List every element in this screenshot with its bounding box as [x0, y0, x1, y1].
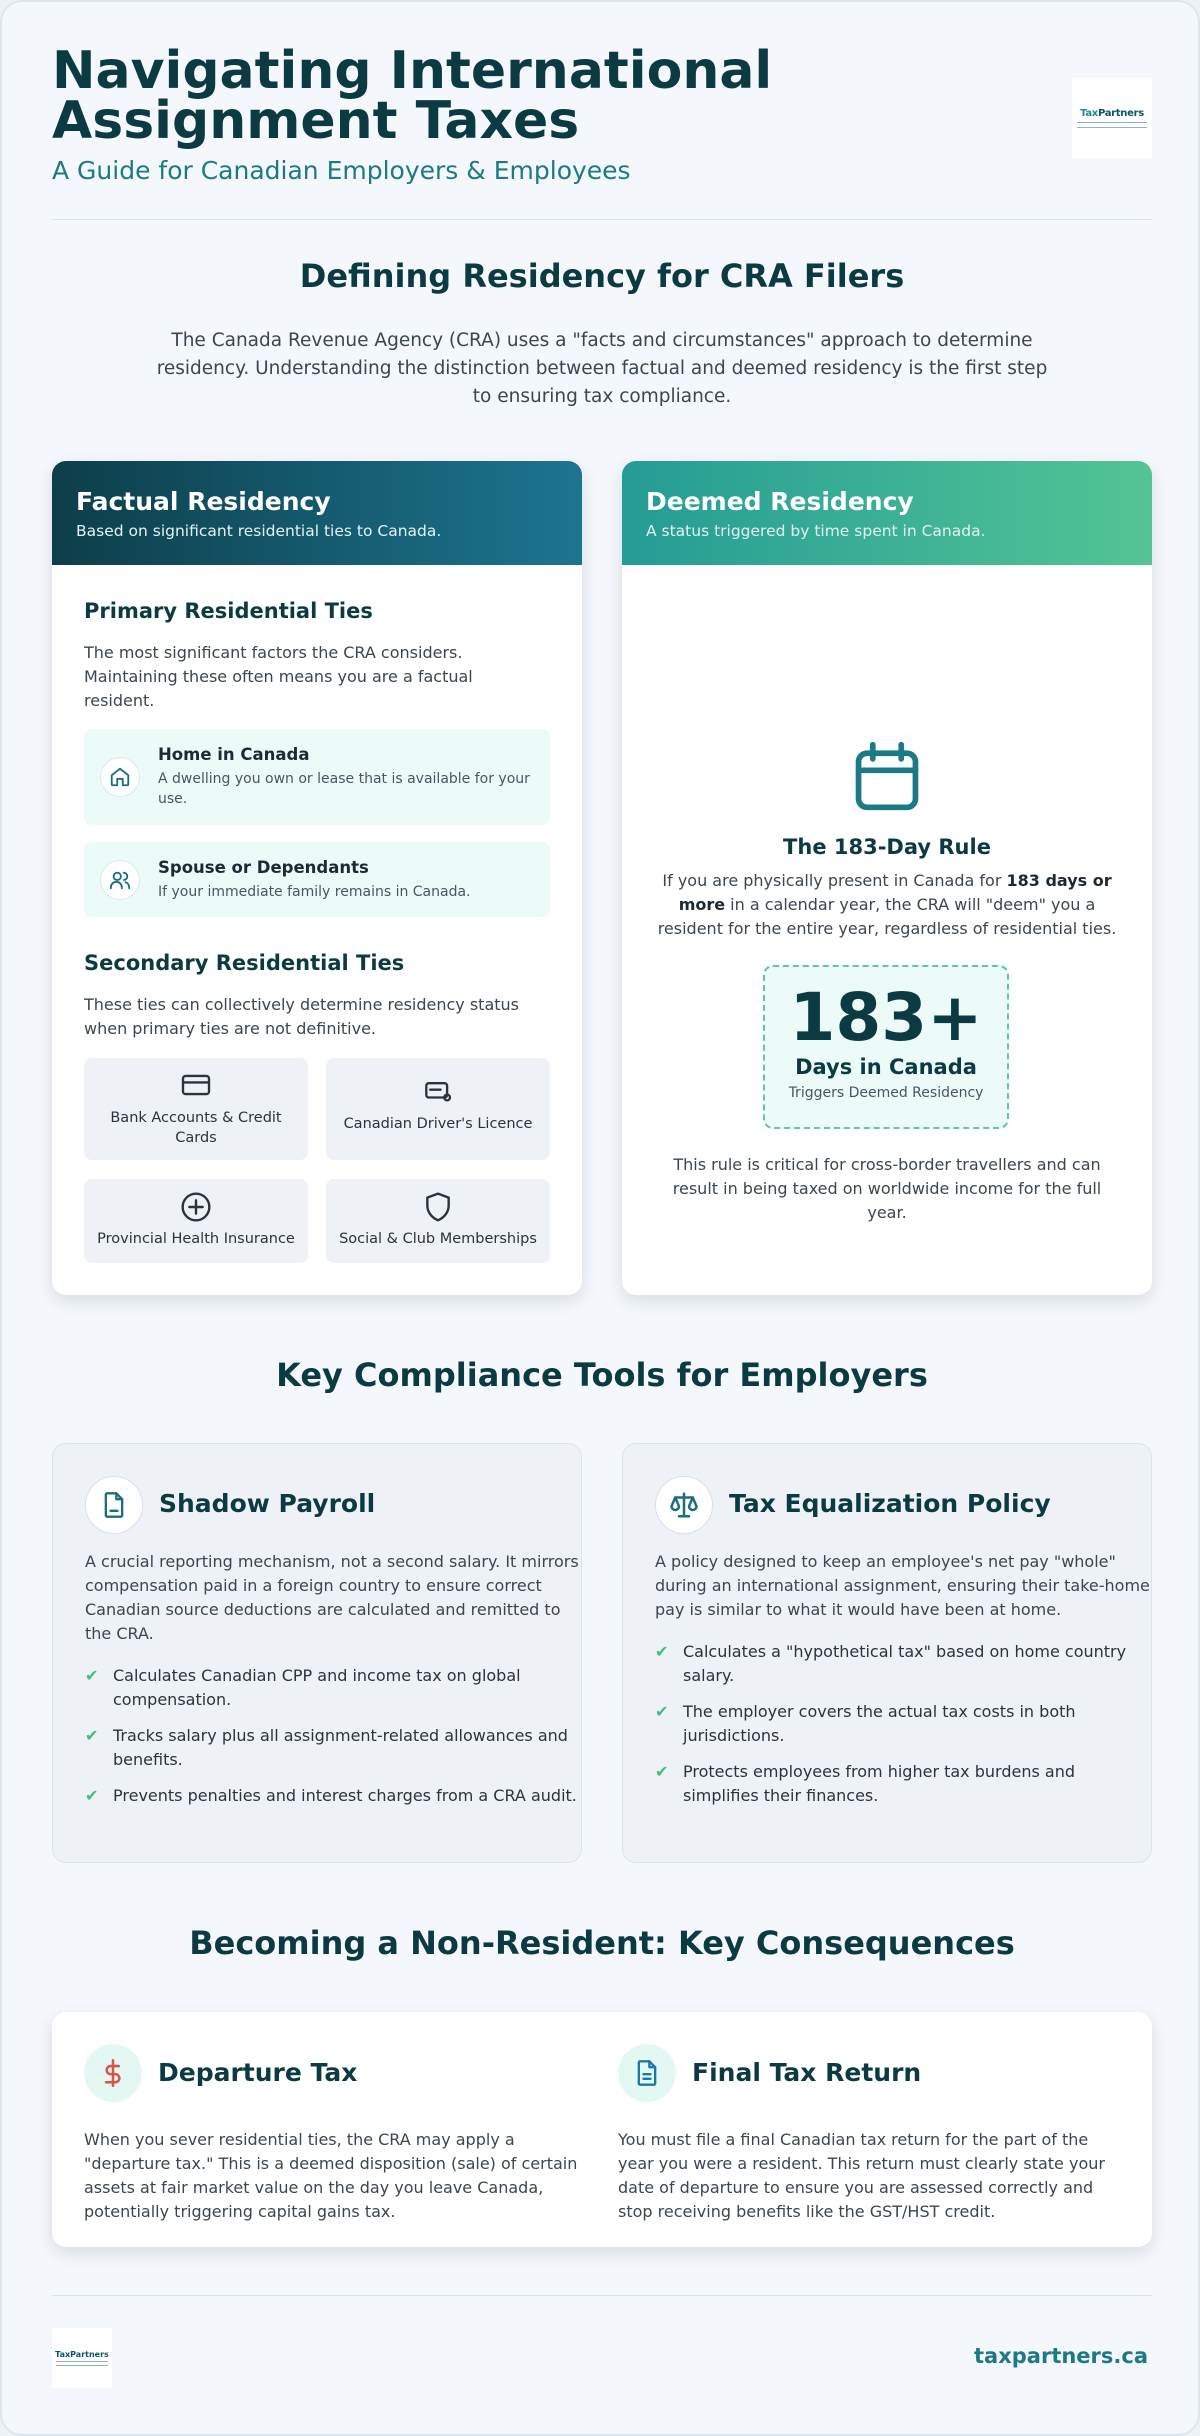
checklist-item: ✔ Calculates a "hypothetical tax" based on home country salary.: [655, 1642, 1127, 1685]
rule-title: The 183-Day Rule: [783, 835, 991, 859]
logo-lines: [56, 2361, 108, 2366]
file-text-icon: [618, 2044, 676, 2102]
users-icon: [100, 860, 140, 900]
tie-title: Spouse or Dependants: [158, 858, 369, 877]
footer-logo[interactable]: [52, 2328, 112, 2388]
secondary-ties-title: Secondary Residential Ties: [84, 951, 405, 975]
dollar-icon: [84, 2044, 142, 2102]
secondary-tie-bank: [84, 1058, 308, 1160]
deemed-subtitle: A status triggered by time spent in Canada.: [646, 522, 986, 540]
tie-title: Home in Canada: [158, 745, 310, 764]
stat-value: 183+: [789, 979, 983, 1056]
shadow-payroll-card: [52, 1443, 582, 1863]
document-icon: [85, 1476, 143, 1534]
tie-desc: A dwelling you own or lease that is available for your use.: [158, 771, 530, 807]
final-tax-return-block: [618, 2044, 1128, 2224]
departure-tax-block: [84, 2044, 584, 2224]
tile-label: Provincial Health Insurance: [97, 1231, 295, 1247]
tool-title: Tax Equalization Policy: [729, 1489, 1051, 1518]
consequence-desc: When you sever residential ties, the CRA may apply a "departure tax." This is a deemed disposition (sale) of certain assets at fair market value on the day you leave Canada, potentially triggering capital gains tax.: [84, 2130, 578, 2221]
logo-wordmark: TaxPartners: [1080, 108, 1144, 119]
credit-card-icon: [84, 1072, 308, 1098]
rule-text: If you are physically present in Canada for 183 days or more in a calendar year, the CRA will "deem" you a resident for the entire year, regardless of residential ties.: [657, 871, 1117, 938]
deemed-residency-card: [622, 461, 1152, 1295]
factual-card-header: [52, 461, 582, 565]
header-divider: [52, 219, 1152, 220]
deemed-title: Deemed Residency: [646, 487, 914, 516]
checklist-item: ✔ Tracks salary plus all assignment-related allowances and benefits.: [85, 1726, 568, 1769]
calendar-icon: [852, 739, 922, 817]
factual-subtitle: Based on significant residential ties to Canada.: [76, 522, 442, 540]
checklist-item: ✔ Protects employees from higher tax burdens and simplifies their finances.: [655, 1762, 1075, 1805]
factual-title: Factual Residency: [76, 487, 331, 516]
day-count-callout: [763, 965, 1009, 1129]
consequence-title: Final Tax Return: [692, 2058, 922, 2087]
residency-section-title: Defining Residency for CRA Filers: [299, 257, 905, 295]
tax-partners-logo[interactable]: [1072, 78, 1152, 158]
check-icon: ✔: [85, 1786, 99, 1805]
consequence-title: Departure Tax: [158, 2058, 358, 2087]
stat-label: Days in Canada: [795, 1055, 977, 1079]
logo-lines: [1077, 122, 1147, 128]
tools-section-title: Key Compliance Tools for Employers: [276, 1356, 928, 1394]
primary-ties-title: Primary Residential Ties: [84, 599, 373, 623]
car-icon: [326, 1078, 550, 1104]
scales-icon: [655, 1476, 713, 1534]
primary-tie-spouse: [84, 842, 550, 917]
tie-desc: If your immediate family remains in Canada.: [158, 884, 471, 900]
primary-ties-desc: The most significant factors the CRA considers. Maintaining these often means you are a factual resident.: [84, 643, 473, 710]
check-icon: ✔: [85, 1666, 99, 1685]
check-icon: ✔: [85, 1726, 99, 1745]
shield-icon: [326, 1191, 550, 1223]
tile-label: Social & Club Memberships: [339, 1231, 537, 1247]
footer-divider: [52, 2295, 1152, 2296]
check-icon: ✔: [655, 1762, 669, 1781]
consequence-desc: You must file a final Canadian tax return for the part of the year you were a resident. This return must clearly state your date of departure to ensure you are assessed correctly and stop receiving benefits like the GST/HST credit.: [618, 2130, 1105, 2221]
checklist-item: ✔ Calculates Canadian CPP and income tax on global compensation.: [85, 1666, 521, 1709]
tile-label: Canadian Driver's Licence: [343, 1116, 533, 1132]
tool-desc: A crucial reporting mechanism, not a second salary. It mirrors compensation paid in a foreign country to ensure correct Canadian source deductions are calculated and remitted to the CRA.: [85, 1552, 579, 1643]
stat-caption: Triggers Deemed Residency: [788, 1085, 984, 1101]
tool-title: Shadow Payroll: [159, 1489, 376, 1518]
check-icon: ✔: [655, 1702, 669, 1721]
check-icon: ✔: [655, 1642, 669, 1661]
tile-label: Bank Accounts & Credit Cards: [110, 1110, 282, 1146]
factual-residency-card: [52, 461, 582, 1295]
residency-intro: The Canada Revenue Agency (CRA) uses a "facts and circumstances" approach to determine residency. Understanding the distinction between factual and deemed residency is the first step to ensuring tax compliance.: [156, 330, 1048, 407]
secondary-tie-social: [326, 1179, 550, 1263]
consequences-section-title: Becoming a Non-Resident: Key Consequences: [189, 1924, 1015, 1962]
secondary-tie-health: [84, 1179, 308, 1263]
tax-equalization-card: [622, 1443, 1152, 1863]
checklist-item: ✔ Prevents penalties and interest charges from a CRA audit.: [85, 1784, 585, 1808]
secondary-ties-desc: These ties can collectively determine residency status when primary ties are not definitive.: [84, 995, 520, 1038]
tool-desc: A policy designed to keep an employee's net pay "whole" during an international assignment, ensuring their take-home pay is similar to what it would have been at home.: [655, 1552, 1150, 1619]
deemed-card-header: [622, 461, 1152, 565]
secondary-tie-licence: [326, 1058, 550, 1160]
header: [52, 41, 1152, 185]
checklist-item: ✔ The employer covers the actual tax costs in both jurisdictions.: [655, 1702, 1076, 1745]
primary-tie-home: [84, 729, 550, 825]
home-icon: [100, 757, 140, 797]
logo-wordmark: TaxPartners: [55, 2350, 109, 2359]
page-title: Navigating International Assignment Taxes: [52, 41, 773, 151]
page-subtitle: A Guide for Canadian Employers & Employees: [52, 156, 631, 185]
plus-circle-icon: [84, 1191, 308, 1223]
deemed-note: This rule is critical for cross-border travellers and can result in being taxed on worldwide income for the full year.: [672, 1155, 1102, 1222]
consequences-card: [52, 2012, 1152, 2247]
website-link[interactable]: taxpartners.ca: [974, 2344, 1148, 2368]
